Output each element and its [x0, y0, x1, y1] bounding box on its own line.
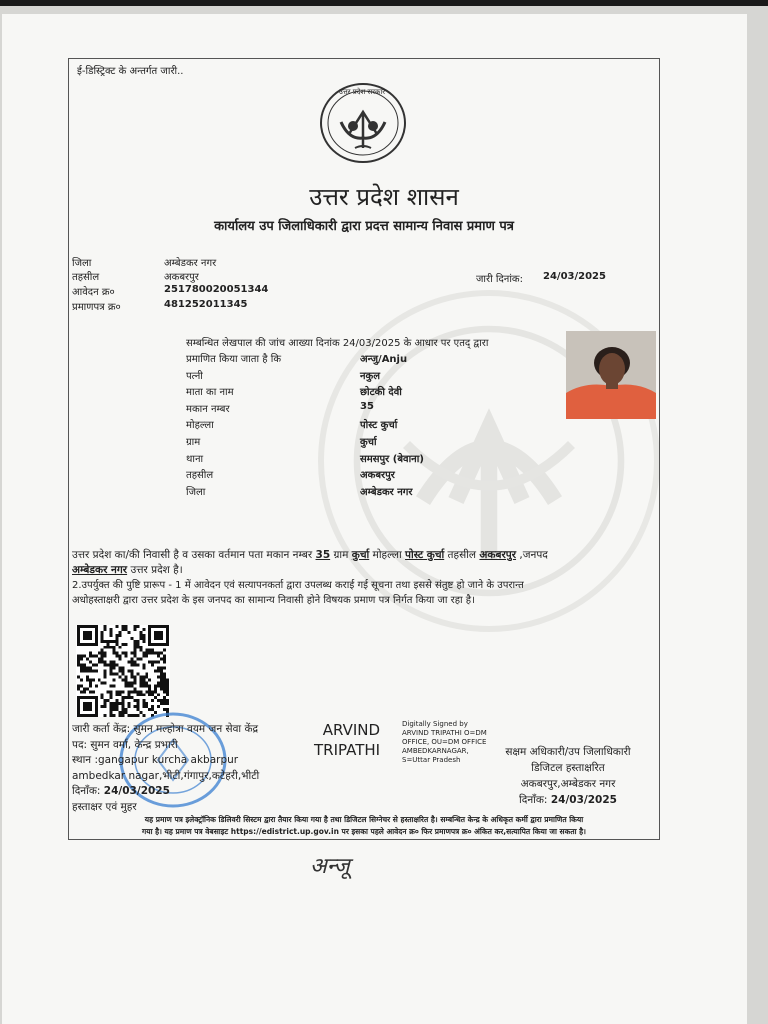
para-house: 35 — [315, 549, 331, 561]
issuer-date-label: दिनाँक: — [72, 785, 101, 797]
tehsil-value: अकबरपुर — [164, 272, 199, 283]
issuer-date-value: 24/03/2025 — [103, 785, 170, 797]
details-intro: सम्बन्धित लेखपाल की जांच आख्या दिनांक 24/03/2025 के आधार पर एतद् द्वारा — [186, 338, 489, 349]
authority-location: अकबरपुर,अम्बेडकर नगर — [520, 778, 616, 790]
detail-value: कुर्चा — [360, 437, 377, 448]
tehsil-label: तहसील — [72, 272, 100, 283]
authority-date-label: दिनाँक: — [519, 794, 548, 806]
authority-block — [478, 744, 658, 808]
detail-value: समसपुर (बेवाना) — [360, 453, 424, 465]
up-government-emblem — [319, 82, 407, 164]
detail-value: अम्बेडकर नगर — [360, 486, 413, 498]
issue-date-value: 24/03/2025 — [543, 271, 606, 282]
footer-note — [68, 812, 660, 840]
issuer-center: जारी कर्ता केंद्र: सुमन मल्होत्रा वयम जन सेवा केंद्र — [72, 723, 259, 735]
detail-value: पोस्ट कुर्चा — [360, 420, 398, 432]
scan-top-edge — [0, 0, 768, 6]
issuer-block — [72, 722, 259, 815]
issuer-post: पद: सुमन वर्मा, केन्द्र प्रभारी — [72, 738, 178, 751]
authority-designation: सक्षम अधिकारी/उप जिलाधिकारी — [505, 746, 631, 758]
para-tehsil: अकबरपुर — [479, 549, 517, 561]
issue-date-label: जारी दिनांक: — [476, 274, 523, 285]
para-text: ग्राम — [330, 549, 352, 561]
para-district: अम्बेडकर नगर — [72, 564, 128, 576]
dsig-line: S=Uttar Pradesh — [402, 756, 461, 764]
dsig-line: OFFICE, OU=DM OFFICE — [402, 738, 487, 746]
detail-value: अन्जु/Anju — [360, 354, 408, 365]
government-title: उत्तर प्रदेश शासन — [309, 183, 459, 211]
confirmation-line-1: 2.उपर्युक्त की पुष्टि प्रारूप - 1 में आवेदन एवं सत्यापनकर्ता द्वारा उपलब्ध कराई गई सूचना तथा इससे संतुष्ट हो जाने के उपरान्त — [72, 580, 524, 591]
footer-note-line-2: गया है। यह प्रमाण पत्र वेबसाइट https://edistrict.up.gov.in पर इसका पहले आवेदन क्र० फिर प्रमाणपत्र क्र० अंकित कर,सत्यापित किया जा सकता है। — [142, 827, 586, 836]
verification-qr-code — [76, 625, 170, 717]
authority-date-value: 24/03/2025 — [550, 794, 617, 806]
para-text: उत्तर प्रदेश है। — [127, 564, 183, 576]
detail-value: छोटकी देवी — [360, 387, 402, 399]
confirmation-line-2: अधोहस्ताक्षरी द्वारा उत्तर प्रदेश के इस जनपद का सामान्य निवासी होने विषयक प्रमाण पत्र निर्गत किया जा रहा है। — [72, 595, 475, 606]
applicant-photo — [566, 331, 656, 419]
digital-signature-details — [402, 720, 487, 765]
certificate-title: कार्यालय उप जिलाधिकारी द्वारा प्रदत्त सामान्य निवास प्रमाण पत्र — [214, 219, 514, 234]
signer-first-name: ARVIND — [322, 721, 381, 739]
dsig-line: AMBEDKARNAGAR, — [402, 747, 469, 755]
issuer-date — [72, 784, 259, 800]
para-text: मोहल्ला — [369, 549, 406, 561]
para-text: उत्तर प्रदेश का/की निवासी है व उसका वर्तमान पता मकान नम्बर — [72, 549, 316, 561]
para-mohalla: पोस्ट कुर्चा — [405, 549, 445, 561]
district-label: जिला — [72, 258, 92, 269]
detail-label: तहसील — [186, 470, 214, 482]
detail-label: मोहल्ला — [186, 420, 214, 432]
detail-label: मकान नम्बर — [186, 403, 230, 415]
residence-line-2 — [72, 563, 548, 578]
certificate-number-value: 481252011345 — [164, 299, 248, 310]
district-value: अम्बेडकर नगर — [164, 258, 217, 269]
dsig-line: ARVIND TRIPATHI O=DM — [402, 729, 487, 737]
para-text: तहसील — [444, 549, 480, 561]
detail-label: जिला — [186, 486, 206, 498]
application-value: 251780020051344 — [164, 284, 269, 295]
issuer-place: स्थान :gangapur kurcha akbarpur — [72, 754, 239, 766]
detail-label: प्रमाणित किया जाता है कि — [186, 354, 282, 365]
detail-value: अकबरपुर — [360, 470, 395, 482]
issuer-sign-label: हस्ताक्षर एवं मुहर — [72, 800, 137, 813]
para-text: ,जनपद — [516, 549, 548, 561]
detail-label: माता का नाम — [186, 387, 234, 399]
detail-label: पत्नी — [186, 370, 203, 382]
footer-note-line-1: यह प्रमाण पत्र इलेक्ट्रॉनिक डिलिवरी सिस्टम द्वारा तैयार किया गया है तथा डिजिटल सिग्नेचर से हस्ताक्षरित है। सम्बन्धित केन्द्र के अधिकृत कर्मी द्वारा प्रमाणित किया — [144, 815, 584, 824]
handwritten-signature: अन्जू — [310, 854, 350, 879]
para-village: कुर्चा — [351, 549, 370, 561]
top-note: ई-डिस्ट्रिक्ट के अन्तर्गत जारी.. — [77, 66, 184, 77]
application-label: आवेदन क्र० — [72, 287, 115, 298]
residence-paragraph — [72, 548, 548, 608]
issuer-place-2: ambedkar nagar,भीटी,गंगापुर,कटेहरी,भीटी — [72, 769, 260, 782]
detail-label: थाना — [186, 453, 204, 465]
digital-signer-name — [314, 720, 380, 760]
residence-line-1 — [72, 548, 548, 563]
emblem-text: उत्तर प्रदेश सरकार — [339, 88, 386, 96]
dsig-line: Digitally Signed by — [402, 720, 468, 728]
signer-last-name: TRIPATHI — [314, 741, 381, 759]
authority-date — [478, 792, 658, 808]
detail-value: नकुल — [360, 370, 381, 382]
detail-label: ग्राम — [186, 437, 201, 448]
authority-digital-signed: डिजिटल हस्ताक्षरित — [531, 762, 605, 774]
detail-value: 35 — [360, 400, 374, 412]
certificate-number-label: प्रमाणपत्र क्र० — [72, 302, 121, 313]
